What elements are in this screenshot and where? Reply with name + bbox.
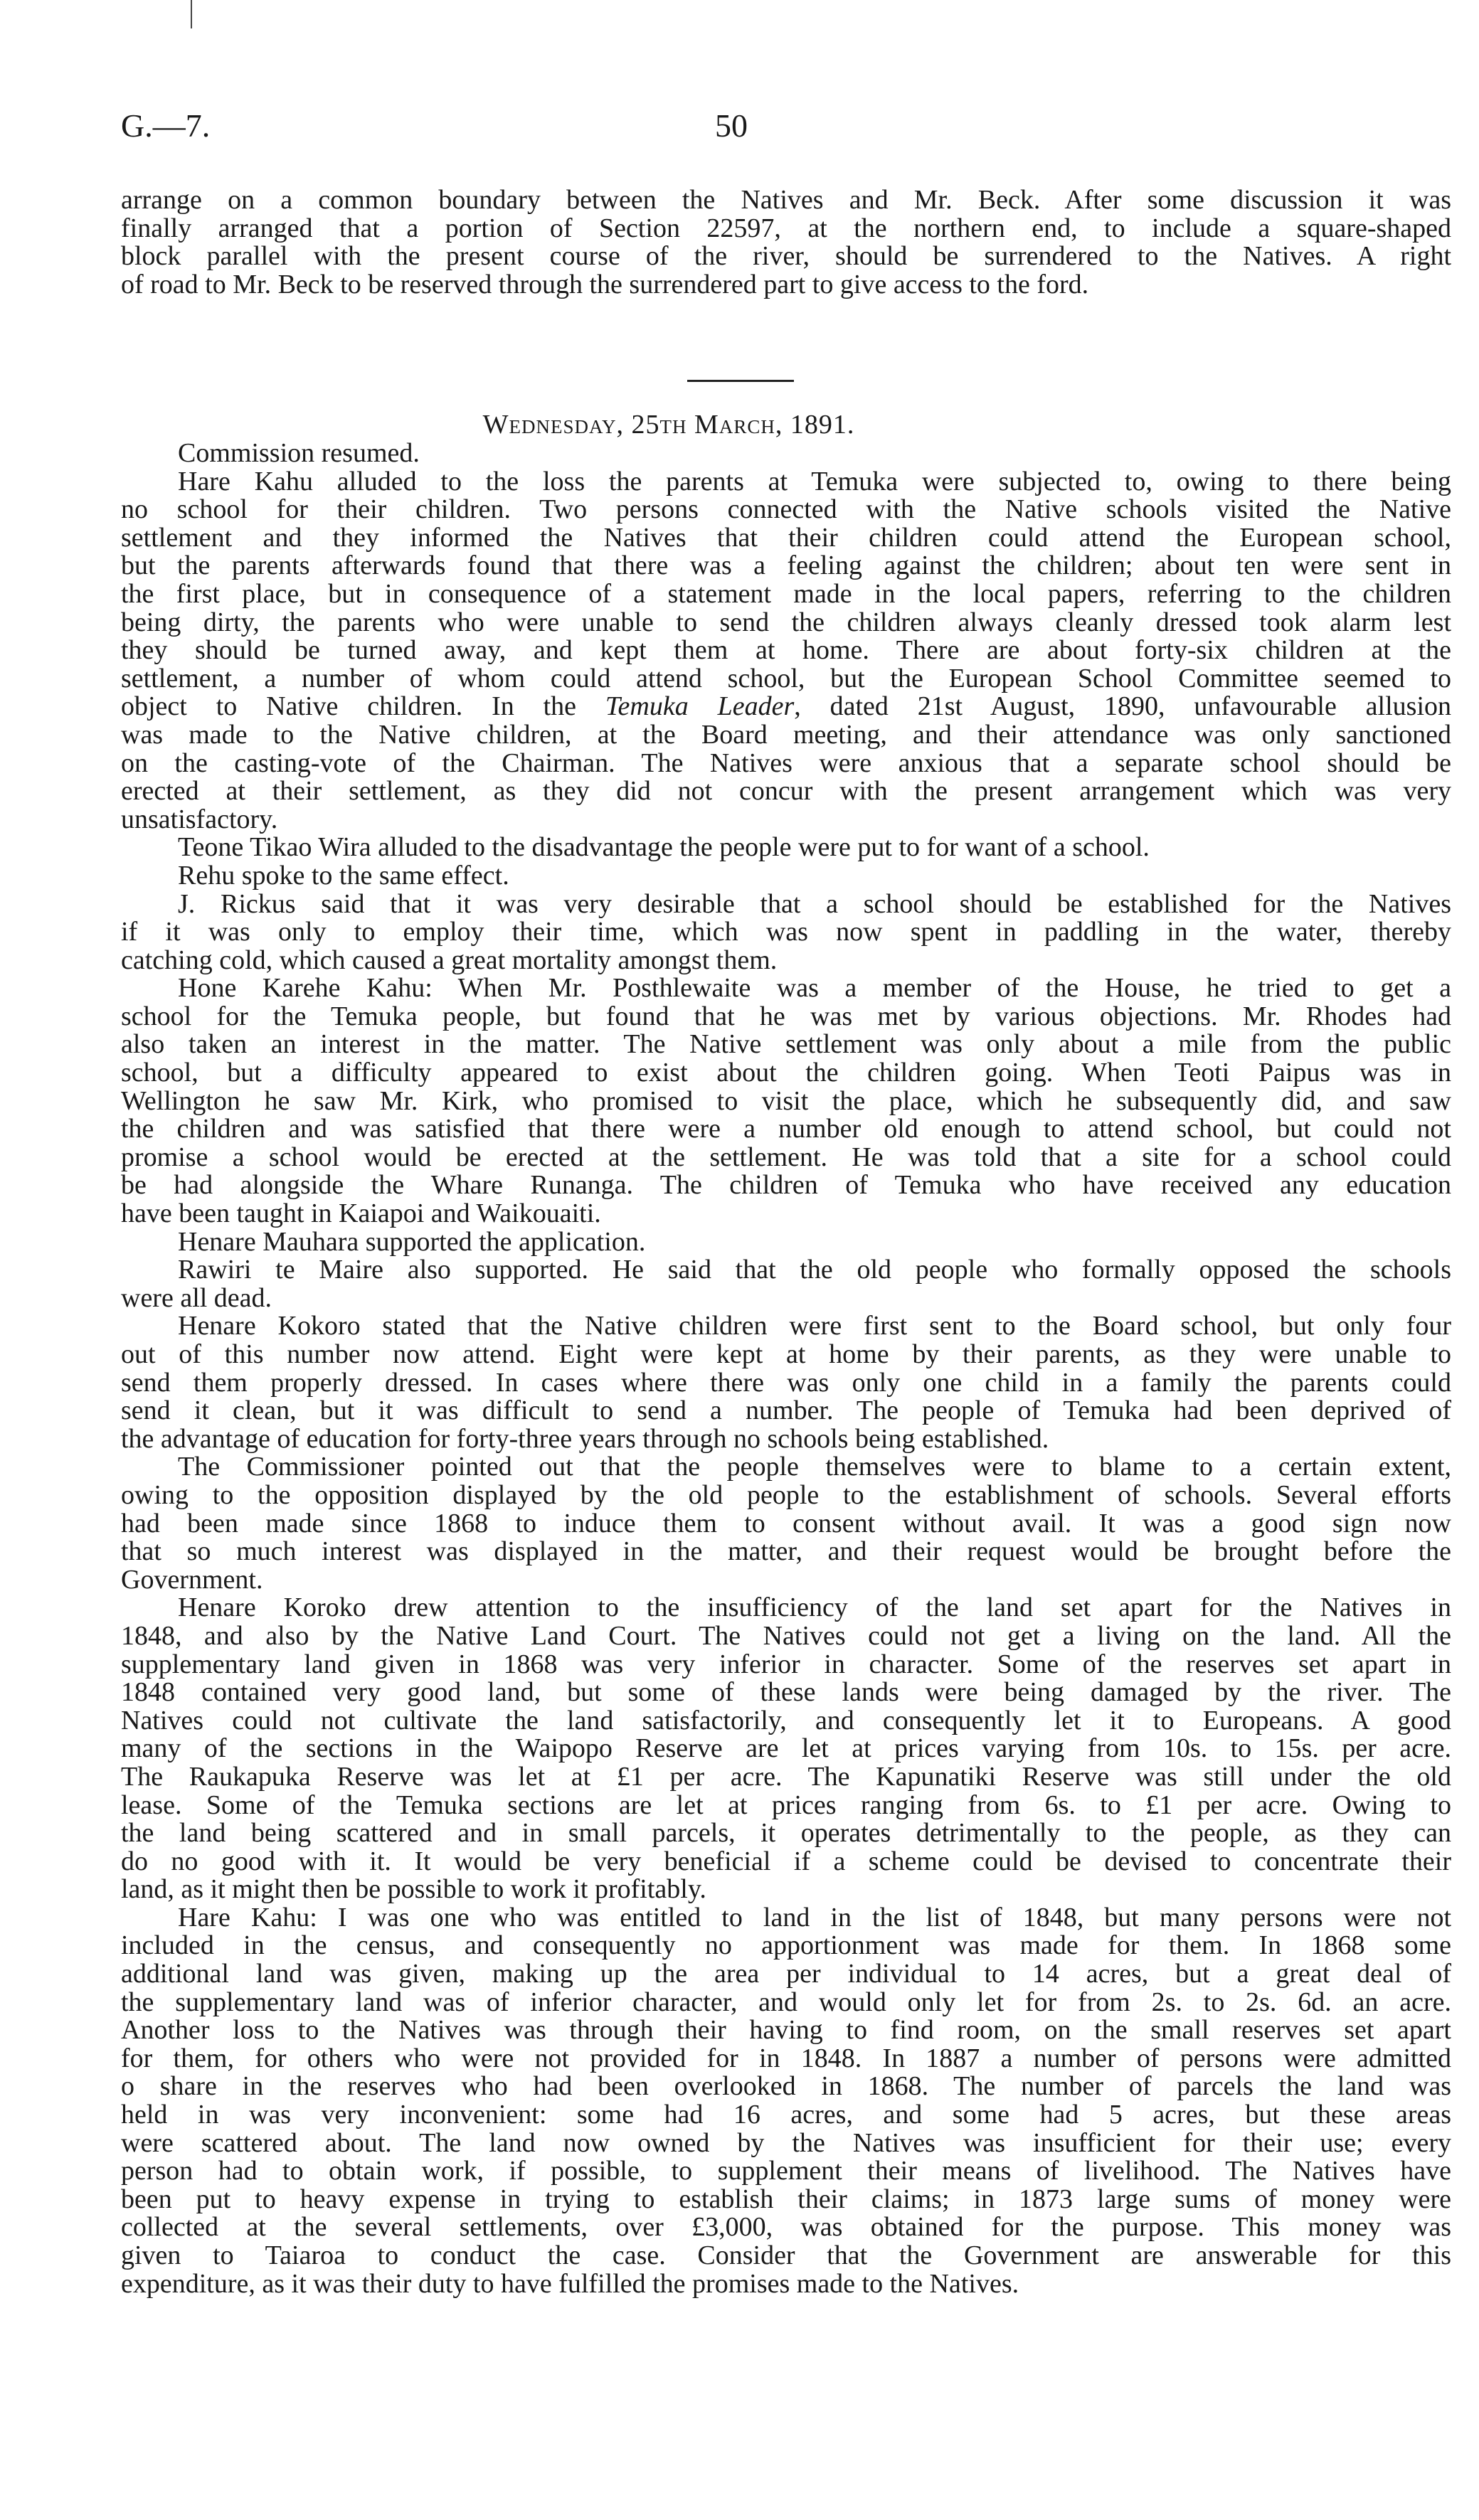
text-line: given to Taiaroa to conduct the case. Consider that the Government are answerable for this	[121, 2240, 1451, 2270]
proceedings-body	[121, 440, 1451, 2298]
text-line: The Raukapuka Reserve was let at £1 per acre. The Kapunatiki Reserve was still under the old	[121, 1761, 1451, 1792]
text-line: also taken an interest in the matter. The Native settlement was only about a mile from the public	[121, 1029, 1451, 1060]
text-line: held in was very inconvenient: some had 16 acres, and some had 5 acres, but these areas	[121, 2100, 1451, 2130]
text-line: were scattered about. The land now owned by the Natives was insufficient for their use; every	[121, 2127, 1451, 2158]
opening-paragraph	[121, 186, 1451, 299]
text-line: been put to heavy expense in trying to establish their claims; in 1873 large sums of money were	[121, 2184, 1451, 2214]
text-line: catching cold, which caused a great mortality amongst them.	[121, 945, 778, 975]
text-line: that so much interest was displayed in the matter, and their request would be brought before the	[121, 1536, 1451, 1567]
text-line: be had alongside the Whare Runanga. The children of Temuka who have received any education	[121, 1170, 1451, 1201]
document-series-label: G.—7.	[121, 107, 211, 144]
text-line: additional land was given, making up the area per individual to 14 acres, but a great deal of	[121, 1959, 1451, 1989]
text-line: unsatisfactory.	[121, 804, 278, 834]
text-line: on the casting-vote of the Chairman. The Natives were anxious that a separate school should be	[121, 748, 1451, 778]
text-line: were all dead.	[121, 1282, 272, 1313]
text-line: land, as it might then be possible to work it profitably.	[121, 1874, 706, 1905]
text-line: out of this number now attend. Eight were kept at home by their parents, as they were unable to	[121, 1339, 1451, 1369]
text-line: for them, for others who were not provided for in 1848. In 1887 a number of persons were admitted	[121, 2043, 1451, 2073]
paragraph	[121, 468, 1451, 834]
text-line: Commission resumed.	[178, 438, 420, 468]
text-line: Hare Kahu alluded to the loss the parents at Temuka were subjected to, owing to there being	[178, 466, 1451, 496]
text-line: Hare Kahu: I was one who was entitled to land in the list of 1848, but many persons were not	[178, 1902, 1451, 1932]
text-line: no school for their children. Two persons connected with the Native schools visited the Native	[121, 494, 1451, 525]
paragraph	[121, 440, 1451, 468]
text-line: Rehu spoke to the same effect.	[178, 860, 509, 890]
text-line: the supplementary land was of inferior character, and would only let for from 2s. to 2s. 6d. an acre.	[121, 1987, 1451, 2017]
text-line: included in the census, and consequently no apportionment was made for them. In 1868 some	[121, 1930, 1451, 1961]
text-line: supplementary land given in 1868 was very inferior in character. Some of the reserves set apart in	[121, 1649, 1451, 1679]
text-line: owing to the opposition displayed by the old people to the establishment of schools. Several efforts	[121, 1479, 1451, 1510]
text-line: The Commissioner pointed out that the people themselves were to blame to a certain extent,	[178, 1452, 1451, 1482]
text-line: Wellington he saw Mr. Kirk, who promised to visit the place, which he subsequently did, and saw	[121, 1085, 1451, 1116]
text-line: of road to Mr. Beck to be reserved through the surrendered part to give access to the ford.	[121, 269, 1089, 299]
text-line: being dirty, the parents who were unable to send the children always cleanly dressed took alarm lest	[121, 607, 1451, 637]
text-line: have been taught in Kaiapoi and Waikouaiti.	[121, 1198, 601, 1229]
section-divider	[687, 380, 794, 382]
text-line: they should be turned away, and kept them at home. There are about forty-six children at the	[121, 635, 1451, 666]
text-line: expenditure, as it was their duty to have fulfilled the promises made to the Natives.	[121, 2268, 1019, 2299]
text-line: J. Rickus said that it was very desirable that a school should be established for the Natives	[178, 888, 1451, 919]
text-line: if it was only to employ their time, which was now spent in paddling in the water, thereby	[121, 917, 1451, 947]
text-line: school, but a difficulty appeared to exist about the children going. When Teoti Paipus was in	[121, 1058, 1451, 1088]
paragraph	[121, 1256, 1451, 1312]
text-line: 1848 contained very good land, but some of these lands were being damaged by the river. The	[121, 1677, 1451, 1708]
text-line: was made to the Native children, at the Board meeting, and their attendance was only sanctioned	[121, 719, 1451, 750]
paragraph	[121, 834, 1451, 862]
text-line: 1848, and also by the Native Land Court. The Natives could not get a living on the land. All the	[121, 1620, 1451, 1651]
margin-mark	[191, 0, 192, 28]
text-line: the children and was satisfied that there were a number old enough to attend school, but could not	[121, 1114, 1451, 1144]
text-line: lease. Some of the Temuka sections are let at prices ranging from 6s. to £1 per acre. Owing to	[121, 1790, 1451, 1820]
text-line: many of the sections in the Waipopo Reserve are let at prices varying from 10s. to 15s. per acre.	[121, 1733, 1451, 1764]
text-line: the land being scattered and in small parcels, it operates detrimentally to the people, as they can	[121, 1818, 1451, 1849]
text-line: Hone Karehe Kahu: When Mr. Posthlewaite was a member of the House, he tried to get a	[178, 973, 1451, 1004]
text-line: promise a school would be erected at the settlement. He was told that a site for a school could	[121, 1142, 1451, 1172]
text-line: the advantage of education for forty-three years through no schools being established.	[121, 1423, 1049, 1454]
paragraph	[121, 862, 1451, 890]
text-line: settlement and they informed the Natives that their children could attend the European school,	[121, 522, 1451, 553]
text-line: Henare Kokoro stated that the Native children were first sent to the Board school, but only four	[178, 1311, 1451, 1341]
text-line: collected at the several settlements, over £3,000, was obtained for the purpose. This money was	[121, 2212, 1451, 2243]
paragraph	[121, 1228, 1451, 1257]
text-line: object to Native children. In the Temuka Leader, dated 21st August, 1890, unfavourable allusion	[121, 691, 1451, 722]
text-line: had been made since 1868 to induce them to consent without avail. It was a good sign now	[121, 1508, 1451, 1538]
text-line: finally arranged that a portion of Section 22597, at the northern end, to include a square-shaped	[121, 213, 1451, 243]
text-line: Government.	[121, 1564, 263, 1595]
text-line: school for the Temuka people, but found that he was met by various objections. Mr. Rhodes had	[121, 1001, 1451, 1031]
text-line: but the parents afterwards found that there was a feeling against the children; about ten were sent in	[121, 551, 1451, 581]
paragraph	[121, 1594, 1451, 1904]
text-line: send them properly dressed. In cases where there was only one child in a family the parents could	[121, 1367, 1451, 1398]
text-line: Henare Koroko drew attention to the insufficiency of the land set apart for the Natives in	[178, 1593, 1451, 1623]
text-line: arrange on a common boundary between the Natives and Mr. Beck. After some discussion it was	[121, 185, 1451, 215]
text-line: settlement, a number of whom could attend school, but the European School Committee seemed to	[121, 663, 1451, 693]
text-line: Teone Tikao Wira alluded to the disadvantage the people were put to for want of a school.	[178, 832, 1150, 863]
page-number: 50	[715, 107, 748, 144]
text-line: o share in the reserves who had been overlooked in 1868. The number of parcels the land was	[121, 2071, 1451, 2102]
text-line: send it clean, but it was difficult to send a number. The people of Temuka had been deprived of	[121, 1395, 1451, 1426]
paragraph	[121, 1904, 1451, 2298]
newspaper-title: Temuka Leader	[605, 691, 795, 722]
paragraph	[121, 890, 1451, 975]
date-heading: Wednesday, 25th March, 1891.	[482, 410, 855, 440]
text-line: Rawiri te Maire also supported. He said that the old people who formally opposed the schools	[178, 1255, 1451, 1285]
text-line: person had to obtain work, if possible, to supplement their means of livelihood. The Natives have	[121, 2156, 1451, 2186]
paragraph	[121, 974, 1451, 1228]
text-line: erected at their settlement, as they did not concur with the present arrangement which was very	[121, 776, 1451, 807]
text-line: Henare Mauhara supported the application.	[178, 1226, 646, 1257]
text-line: the first place, but in consequence of a statement made in the local papers, referring to the children	[121, 578, 1451, 609]
text-line: Natives could not cultivate the land satisfactorily, and consequently let it to Europeans. A good	[121, 1705, 1451, 1735]
text-line: Another loss to the Natives was through their having to find room, on the small reserves set apart	[121, 2015, 1451, 2046]
paragraph	[121, 1453, 1451, 1594]
text-line: do no good with it. It would be very beneficial if a scheme could be devised to concentrate their	[121, 1846, 1451, 1876]
text-line: block parallel with the present course of the river, should be surrendered to the Natives. A right	[121, 241, 1451, 272]
paragraph	[121, 1312, 1451, 1453]
